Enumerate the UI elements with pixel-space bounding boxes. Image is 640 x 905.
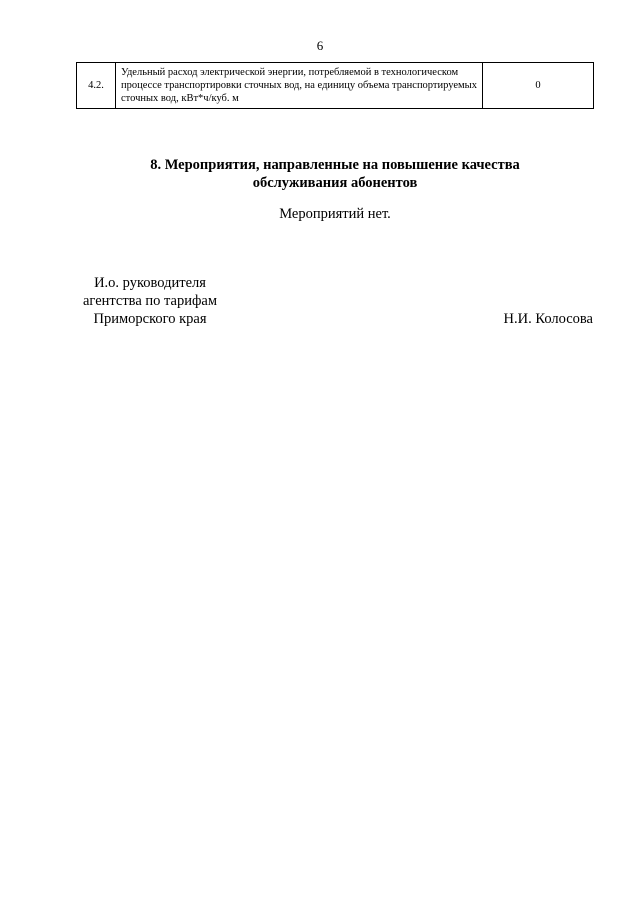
section-heading-line-2: обслуживания абонентов (252, 175, 418, 191)
section-heading (80, 156, 590, 192)
row-number-cell: 4.2. (77, 63, 116, 109)
signatory-title-line-3: Приморского края (93, 311, 207, 327)
indicator-table (76, 62, 594, 109)
page-number: 6 (316, 38, 324, 53)
row-value-cell: 0 (483, 63, 594, 109)
signatory-name: Н.И. Колосова (503, 311, 593, 327)
signatory-title-line-2: агентства по тарифам (83, 293, 217, 309)
section-heading-line-1: 8. Мероприятия, направленные на повышение качества (150, 157, 520, 173)
table-row (77, 63, 594, 109)
no-measures-text: Мероприятий нет. (279, 206, 391, 222)
row-description-cell: Удельный расход электрической энергии, потребляемой в технологическом процессе транспортировки сточных вод, на единицу объема транспортируемых сточных вод, кВт*ч/куб. м (116, 63, 483, 109)
signatory-title (60, 274, 240, 328)
signatory-title-line-1: И.о. руководителя (94, 275, 206, 291)
